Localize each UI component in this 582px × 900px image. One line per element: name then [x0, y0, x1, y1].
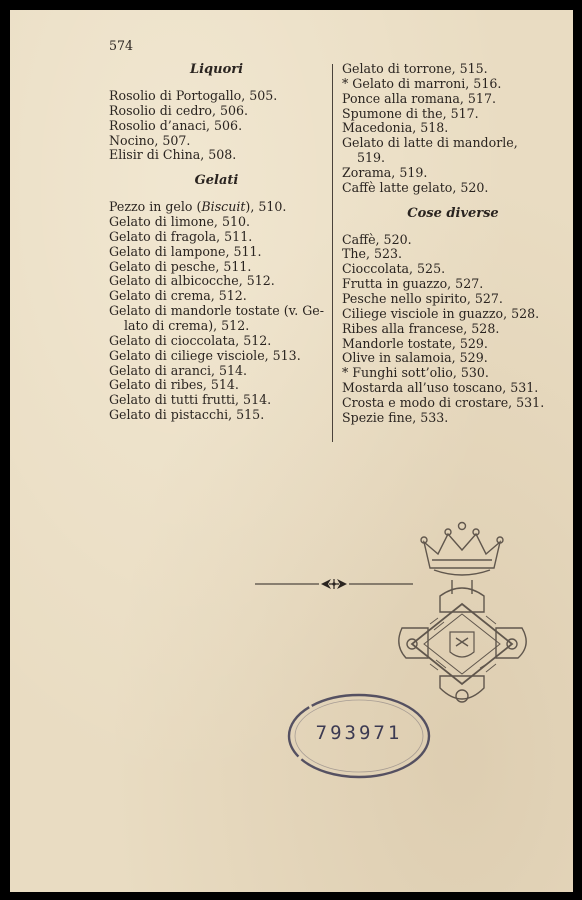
list-item [109, 200, 324, 215]
list-item: The, 523. [342, 246, 403, 262]
list-item: Gelato di ciliege visciole, 513. [109, 347, 301, 363]
list-item: Gelato di cioccolata, 512. [109, 332, 272, 348]
list-item: Olive in salamoia, 529. [342, 350, 488, 366]
list-item: Gelato di pistacchi, 515. [109, 407, 265, 423]
cose-diverse-list [342, 233, 564, 426]
list-item: Caffè latte gelato, 520. [342, 179, 489, 195]
section-heading-liquori: Liquori [189, 62, 244, 77]
list-item: Crosta e modo di crostare, 531. [342, 394, 545, 410]
list-item: Gelato di limone, 510. [109, 214, 250, 230]
left-column [109, 62, 324, 423]
list-item: Cioccolata, 525. [342, 261, 446, 277]
list-item: Spumone di the, 517. [342, 105, 479, 121]
list-item-italic: Biscuit [201, 199, 246, 215]
list-item: Gelato di aranci, 514. [109, 362, 248, 378]
list-item: Gelato di tutti frutti, 514. [109, 392, 272, 408]
list-item-text: Pezzo in gelo ( [109, 199, 202, 215]
list-item: Mostarda all’uso toscano, 531. [342, 380, 539, 396]
list-item: Frutta in guazzo, 527. [342, 276, 484, 292]
list-item: Mandorle tostate, 529. [342, 335, 488, 351]
list-item: Gelato di pesche, 511. [109, 258, 252, 274]
list-item: Gelato di albicocche, 512. [109, 273, 275, 289]
section-heading-gelati: Gelati [194, 173, 239, 189]
list-item: Zorama, 519. [342, 164, 428, 180]
section-heading-cose-diverse: Cose diverse [407, 205, 499, 221]
list-item: Spezie fine, 533. [342, 409, 449, 425]
column-divider [332, 64, 333, 442]
list-item: Rosolio di Portogallo, 505. [109, 88, 278, 103]
list-item-continuation: 519. [357, 150, 386, 166]
list-item: Gelato di mandorle tostate (v. Ge- [109, 303, 324, 319]
list-item: Gelato di latte di mandorle, [342, 135, 518, 151]
list-item-text: ), 510. [245, 199, 287, 215]
list-item: Ribes alla francese, 528. [342, 320, 500, 336]
gelati-list-continued [342, 62, 564, 196]
gelati-list [109, 200, 324, 423]
list-item: Pesche nello spirito, 527. [342, 290, 503, 306]
list-item: Elisir di China, 508. [109, 147, 237, 163]
liquori-list [109, 89, 324, 163]
right-column [342, 62, 564, 426]
book-page [10, 10, 573, 892]
list-item: Rosolio d’anaci, 506. [109, 117, 243, 133]
list-item: * Funghi sott’olio, 530. [342, 365, 489, 381]
list-item: Caffè, 520. [342, 231, 412, 247]
list-item: Ponce alla romana, 517. [342, 90, 496, 106]
list-item: Gelato di crema, 512. [109, 288, 247, 304]
list-item: Gelato di lampone, 511. [109, 243, 262, 259]
list-item: Ciliege visciole in guazzo, 528. [342, 305, 540, 321]
inventory-number: 793971 [315, 722, 403, 744]
list-item-continuation: lato di crema), 512. [124, 317, 250, 333]
list-item: Gelato di torrone, 515. [342, 61, 488, 76]
list-item: * Gelato di marroni, 516. [342, 75, 502, 91]
list-item: Macedonia, 518. [342, 120, 449, 136]
list-item: Nocino, 507. [109, 132, 191, 148]
inventory-stamp [285, 690, 433, 782]
list-item: Gelato di ribes, 514. [109, 377, 239, 393]
list-item: Rosolio di cedro, 506. [109, 102, 249, 118]
page-number: 574 [109, 38, 134, 53]
list-item: Gelato di fragola, 511. [109, 228, 253, 244]
